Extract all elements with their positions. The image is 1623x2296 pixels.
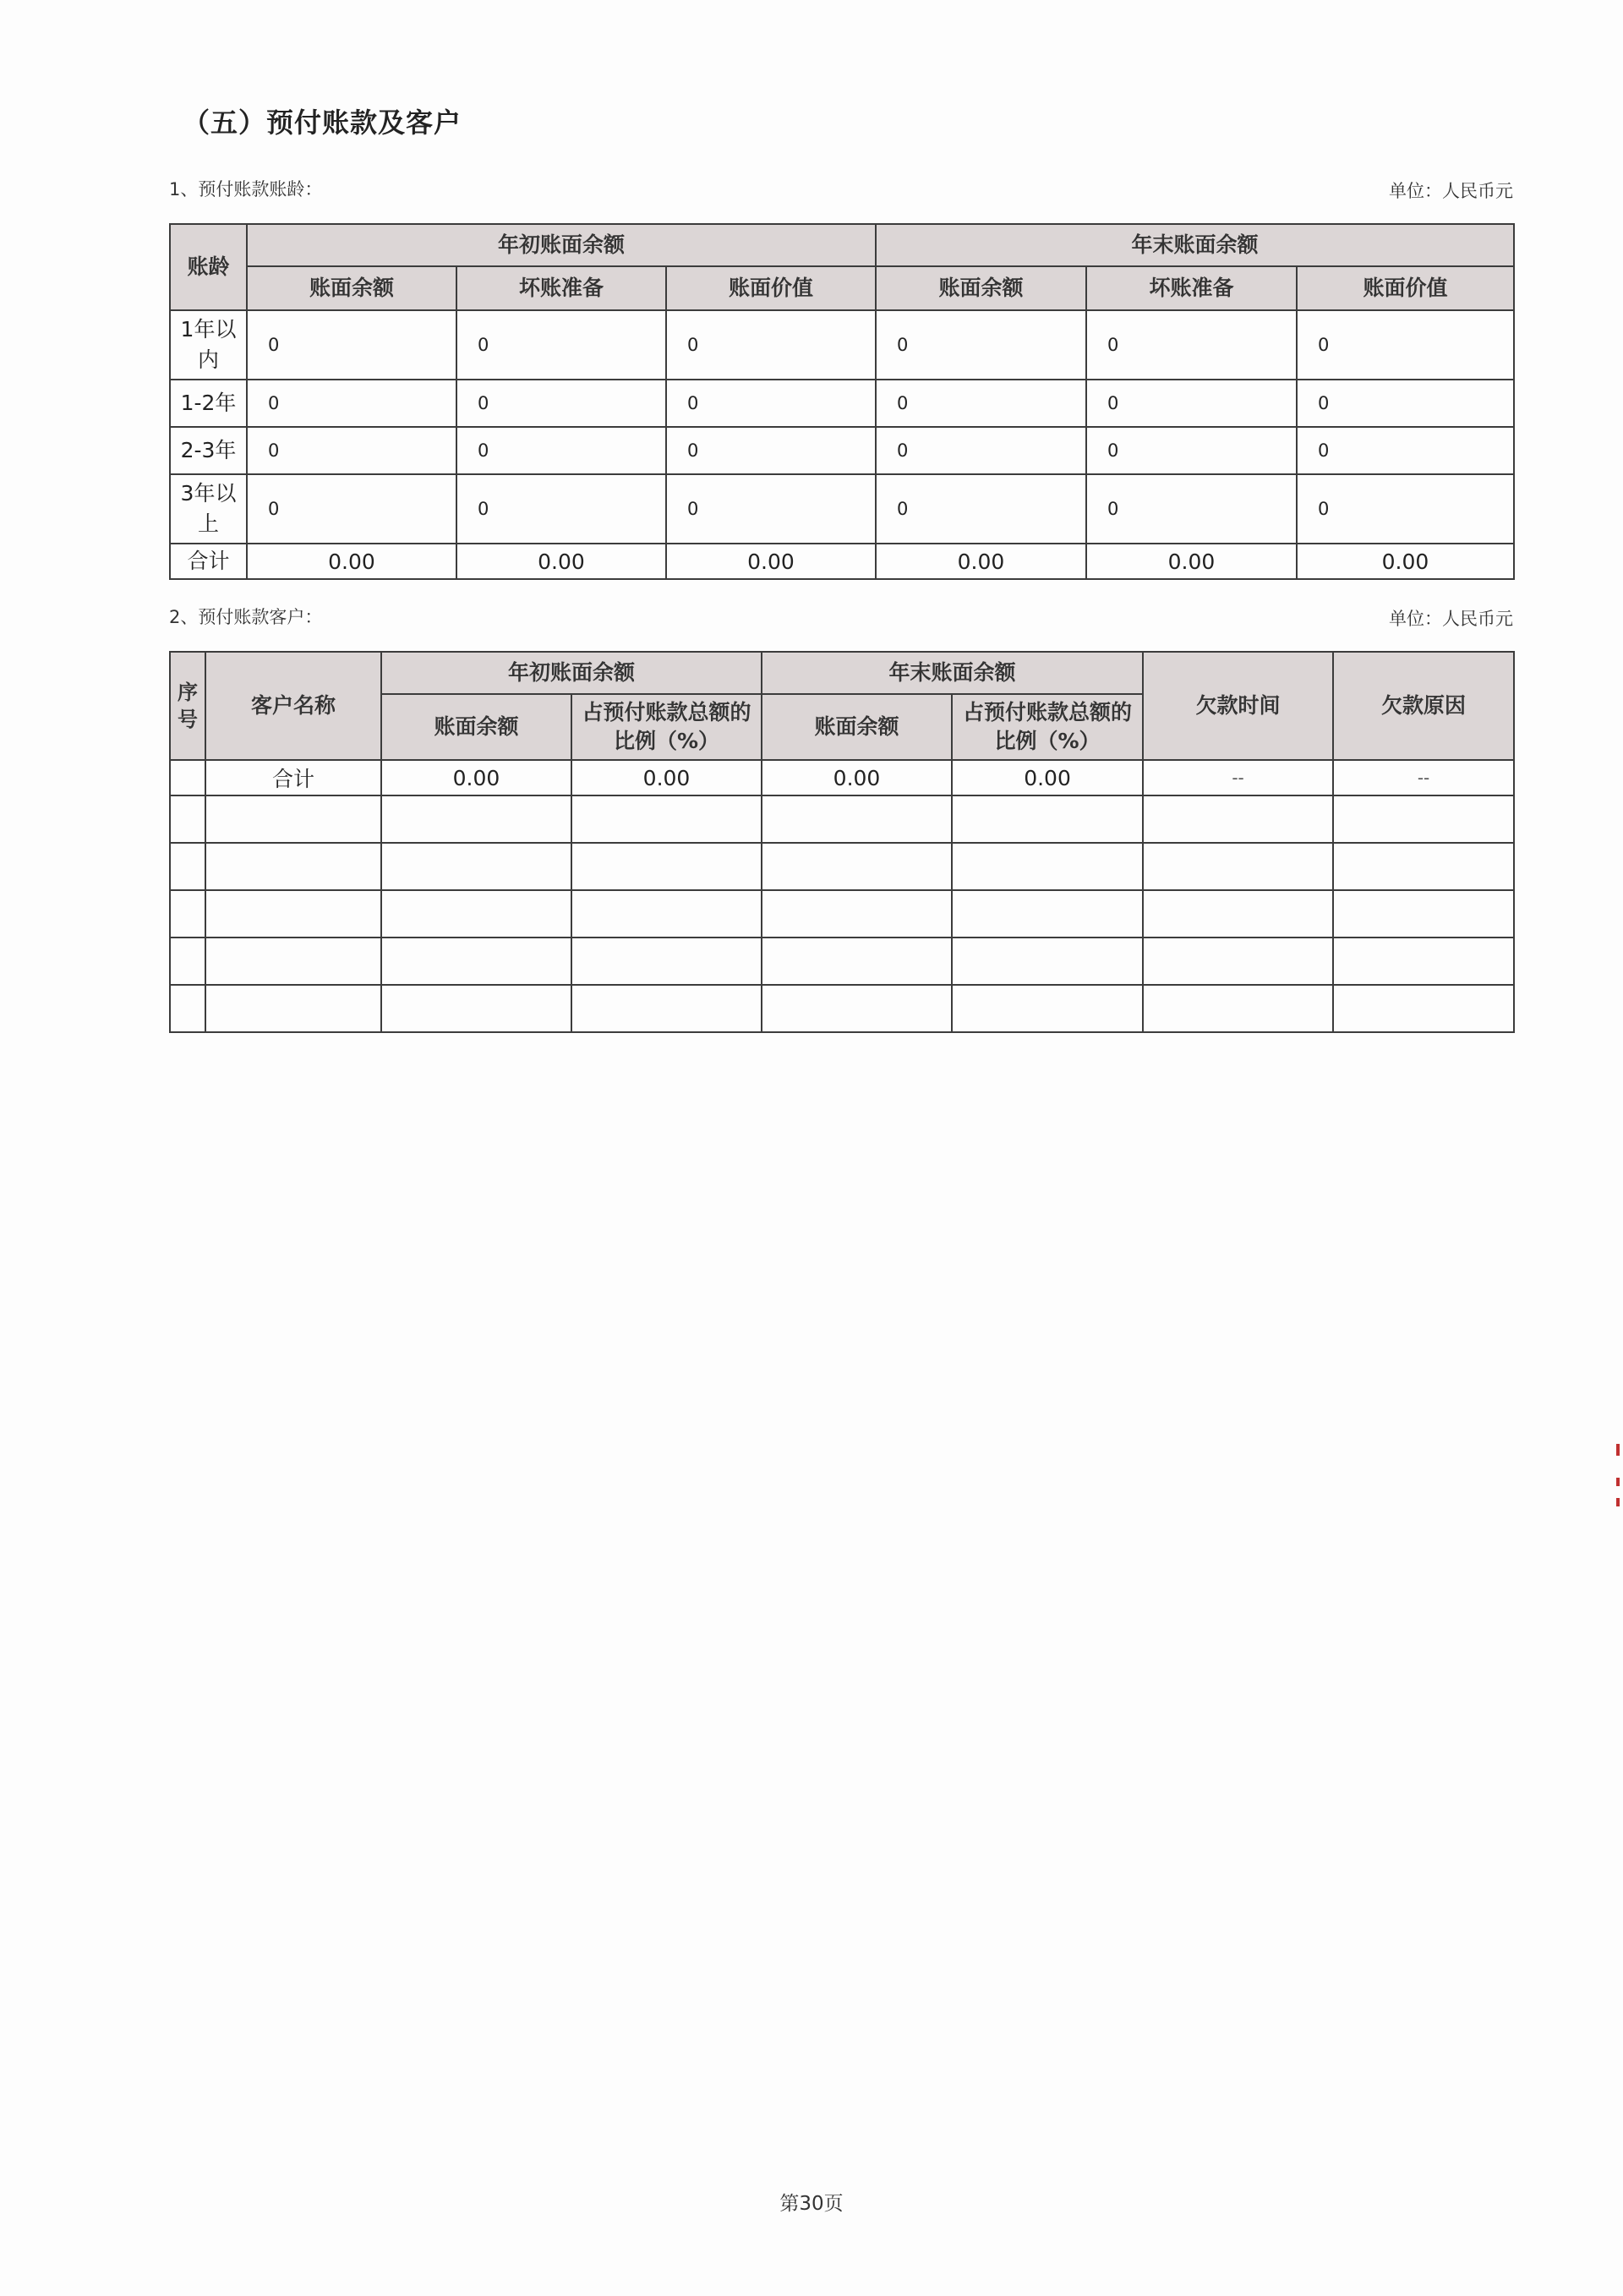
table-row: [170, 427, 1514, 474]
customers-table: [169, 651, 1515, 1033]
cell-value: 0: [876, 474, 1086, 544]
header-begin-balance: 账面余额: [247, 266, 456, 310]
empty-row: [170, 890, 1514, 938]
header-end-balance: 账面余额: [876, 266, 1086, 310]
header-time: 欠款时间: [1143, 652, 1333, 760]
cell-value: 0: [666, 380, 876, 427]
table-row: [170, 474, 1514, 544]
total-value: 0.00: [666, 544, 876, 579]
total-value: 0.00: [456, 544, 666, 579]
header-age: 账龄: [170, 224, 247, 310]
cell-value: 0: [876, 380, 1086, 427]
header-no: 序号: [170, 652, 205, 760]
cell-value: 0: [247, 380, 456, 427]
edge-mark: [1616, 1444, 1620, 1456]
edge-mark: [1616, 1498, 1620, 1506]
empty-row: [170, 843, 1514, 890]
aging-table: [169, 223, 1515, 580]
header-end-group: 年末账面余额: [762, 652, 1143, 694]
total-label: 合计: [170, 544, 247, 579]
cell-value: 0: [666, 310, 876, 380]
header-begin-value: 账面价值: [666, 266, 876, 310]
header-reason: 欠款原因: [1333, 652, 1514, 760]
header-begin-group: 年初账面余额: [247, 224, 876, 266]
empty-row: [170, 795, 1514, 843]
cell-value: 0: [456, 427, 666, 474]
cell-value: 0: [456, 474, 666, 544]
page-number: 第30页: [779, 2193, 844, 2215]
cell-value: 0: [876, 310, 1086, 380]
customers-caption: 2、预付账款客户：: [169, 607, 323, 627]
table-row: [170, 380, 1514, 427]
edge-mark: [1616, 1478, 1620, 1486]
cell-value: 0: [1297, 474, 1514, 544]
header-end-group: 年末账面余额: [876, 224, 1514, 266]
total-value: 0.00: [1086, 544, 1297, 579]
header-end-balance: 账面余额: [762, 694, 952, 760]
total-row: [170, 544, 1514, 579]
cell-value: 0: [247, 427, 456, 474]
header-end-provision: 坏账准备: [1086, 266, 1297, 310]
total-value: 0.00: [952, 760, 1143, 795]
total-value: --: [1143, 760, 1333, 795]
header-customer-name: 客户名称: [205, 652, 381, 760]
total-value: 0.00: [571, 760, 762, 795]
empty-row: [170, 938, 1514, 985]
row-label: 1年以内: [170, 310, 247, 380]
cell-value: 0: [1086, 380, 1297, 427]
cell-value: 0: [666, 474, 876, 544]
aging-unit: 单位：人民币元: [1389, 181, 1513, 201]
cell-value: 0: [1086, 474, 1297, 544]
header-begin-provision: 坏账准备: [456, 266, 666, 310]
total-value: --: [1333, 760, 1514, 795]
cell-value: 0: [247, 310, 456, 380]
section-title: （五）预付账款及客户: [183, 107, 462, 139]
header-begin-balance: 账面余额: [381, 694, 571, 760]
header-end-ratio: 占预付账款总额的比例（%）: [952, 694, 1143, 760]
table-row: [170, 310, 1514, 380]
row-label: 2-3年: [170, 427, 247, 474]
cell-value: 0: [1297, 380, 1514, 427]
total-value: 0.00: [247, 544, 456, 579]
cell-value: 0: [1297, 310, 1514, 380]
total-value: 0.00: [1297, 544, 1514, 579]
cell-value: 0: [456, 380, 666, 427]
cell-value: 0: [247, 474, 456, 544]
row-label: 3年以上: [170, 474, 247, 544]
header-begin-group: 年初账面余额: [381, 652, 762, 694]
customers-unit: 单位：人民币元: [1389, 609, 1513, 629]
cell-value: 0: [666, 427, 876, 474]
total-label: 合计: [205, 760, 381, 795]
row-label: 1-2年: [170, 380, 247, 427]
cell-value: 0: [1297, 427, 1514, 474]
total-row: [170, 760, 1514, 795]
header-end-value: 账面价值: [1297, 266, 1514, 310]
cell-value: 0: [1086, 310, 1297, 380]
cell-value: 0: [1086, 427, 1297, 474]
total-value: 0.00: [876, 544, 1086, 579]
aging-caption: 1、预付账款账龄：: [169, 179, 323, 200]
total-value: 0.00: [381, 760, 571, 795]
cell-value: 0: [876, 427, 1086, 474]
total-value: 0.00: [762, 760, 952, 795]
total-no: [170, 760, 205, 795]
empty-row: [170, 985, 1514, 1032]
header-begin-ratio: 占预付账款总额的比例（%）: [571, 694, 762, 760]
cell-value: 0: [456, 310, 666, 380]
